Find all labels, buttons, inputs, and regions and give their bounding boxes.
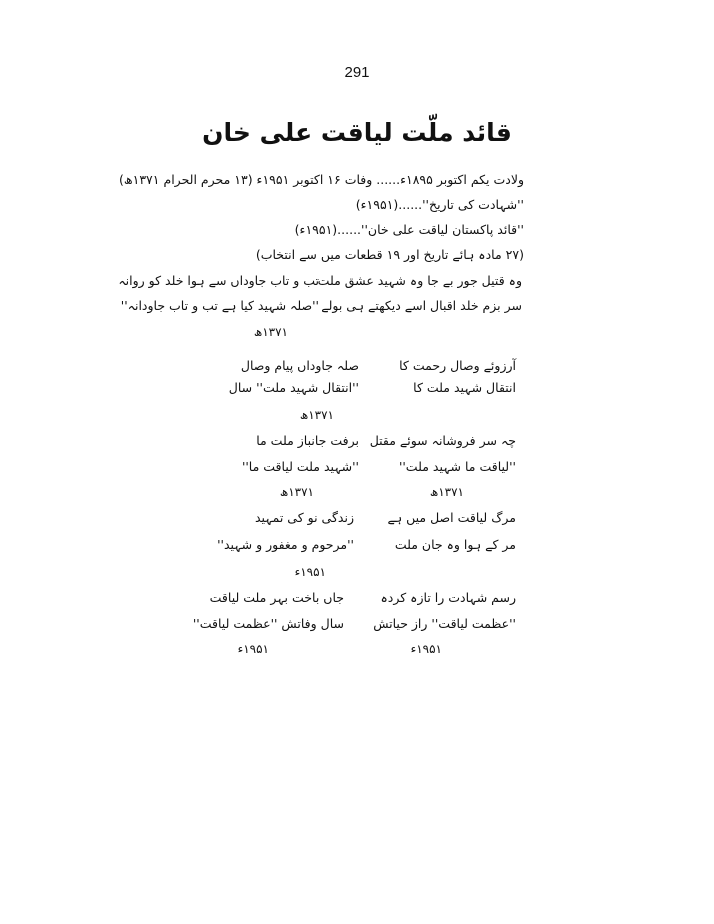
page-title: قائد ملّت لیاقت علی خان: [202, 118, 512, 147]
verse-line: ''لیاقت ما شہید ملت'': [398, 459, 516, 474]
verse-line: ''مرحوم و مغفور و شہید'': [217, 537, 354, 552]
verse-line: صلہ جاوداں پیام وصال: [240, 358, 359, 373]
verse-line: زندگی نو کی تمہید: [254, 510, 354, 525]
chronogram-year: ۱۹۵۱ء: [410, 642, 442, 656]
verse-line: تب و تاب جاوداں سے ہوا خلد کو روانہ: [118, 273, 319, 288]
verse-line: ''شہید ملت لیاقت ما'': [241, 459, 359, 474]
chronogram-year: ۱۳۷۱ھ: [299, 408, 334, 422]
verse-line: آرزوئے وصال رحمت کا: [399, 358, 516, 373]
birth-death-dates: ولادت یکم اکتوبر ۱۸۹۵ء...... وفات ۱۶ اکتوبر ۱۹۵۱ء (۱۳ محرم الحرام ۱۳۷۱ھ): [119, 172, 524, 187]
verse-line: ''عظمت لیاقت'' راز حیاتش: [373, 616, 516, 631]
verse-line: جاں باخت بہر ملت لیاقت: [209, 590, 344, 605]
verse-line: مر کے ہوا وہ جان ملت: [394, 537, 516, 552]
chronogram-year: ۱۳۷۱ھ: [279, 485, 314, 499]
chronogram-year: ۱۳۷۱ھ: [429, 485, 464, 499]
info-line-quaid-pakistan: ''قائد پاکستان لیاقت علی خان''......(۱۹۵۱ء): [294, 222, 524, 237]
verse-line: سر بزم خلد اقبال اسے دیکھتے ہی بولے: [321, 298, 522, 313]
info-line-selection-note: (۲۷ مادہ ہائے تاریخ اور ۱۹ قطعات میں سے انتخاب): [255, 247, 524, 262]
page-number: 291: [344, 64, 370, 81]
verse-line: سال وفاتش ''عظمت لیاقت'': [192, 616, 344, 631]
info-line-martyrdom-date: ''شہادت کی تاریخ''......(۱۹۵۱ء): [355, 197, 524, 212]
verse-line: ''انتقال شہید ملت'' سال: [228, 380, 359, 395]
verse-line: انتقال شہید ملت کا: [413, 380, 516, 395]
chronogram-year: ۱۹۵۱ء: [294, 565, 326, 579]
chronogram-year: ۱۹۵۱ء: [237, 642, 269, 656]
verse-line: رسم شہادت را تازہ کردہ: [380, 590, 516, 605]
chronogram-year: ۱۳۷۱ھ: [253, 325, 288, 339]
verse-line: مرگ لیاقت اصل میں ہے: [387, 510, 516, 525]
verse-line: برفت جانباز ملت ما: [256, 433, 359, 448]
verse-line: چہ سر فروشانہ سوئے مقتل: [369, 433, 516, 448]
verse-line: ''صلہ شہید کیا ہے تب و تاب جاودانہ'': [120, 298, 319, 313]
verse-line: وہ قتیل جور بے جا وہ شہید عشق ملت: [317, 273, 522, 288]
